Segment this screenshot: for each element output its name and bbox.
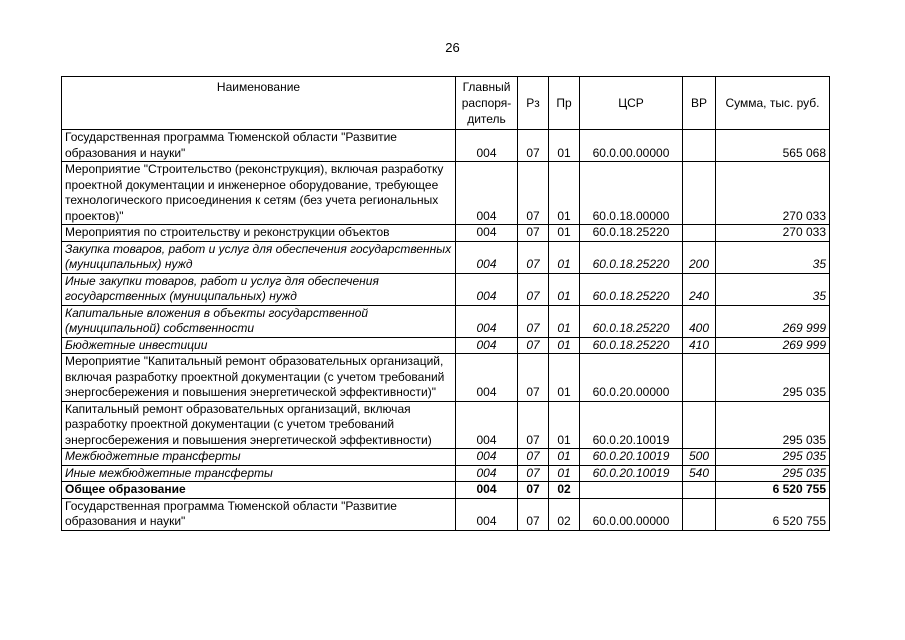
row-vr-cell: 540 <box>683 465 716 482</box>
row-rz-cell: 07 <box>518 498 549 530</box>
row-name-cell: Иные межбюджетные трансферты <box>62 465 456 482</box>
row-csr-cell: 60.0.20.00000 <box>580 354 683 402</box>
row-sum-cell: 295 035 <box>716 354 830 402</box>
table-row <box>62 162 830 225</box>
row-pr-cell: 01 <box>549 225 580 242</box>
row-vr-cell: 240 <box>683 273 716 305</box>
header-admin: Главный распоря-дитель <box>456 77 518 130</box>
row-name-cell: Бюджетные инвестиции <box>62 337 456 354</box>
row-vr-cell: 400 <box>683 305 716 337</box>
row-csr-cell <box>580 482 683 499</box>
row-sum-cell: 295 035 <box>716 401 830 449</box>
table-row <box>62 130 830 162</box>
row-admin-cell: 004 <box>456 337 518 354</box>
row-name-cell: Общее образование <box>62 482 456 499</box>
row-pr-cell: 01 <box>549 305 580 337</box>
row-pr-cell: 01 <box>549 465 580 482</box>
table-row <box>62 273 830 305</box>
table-row <box>62 241 830 273</box>
row-rz-cell: 07 <box>518 241 549 273</box>
row-name-cell: Иные закупки товаров, работ и услуг для обеспечения государственных (муниципальных) нужд <box>62 273 456 305</box>
row-csr-cell: 60.0.20.10019 <box>580 465 683 482</box>
row-name-cell: Мероприятие "Строительство (реконструкция), включая разработку проектной документации и инженерное оборудование, требующее технологического присоединения к сетям (без учета региональных проектов)" <box>62 162 456 225</box>
page-number: 26 <box>445 40 460 55</box>
row-csr-cell: 60.0.18.25220 <box>580 305 683 337</box>
row-csr-cell: 60.0.20.10019 <box>580 401 683 449</box>
row-rz-cell: 07 <box>518 225 549 242</box>
row-admin-cell: 004 <box>456 225 518 242</box>
row-vr-cell <box>683 401 716 449</box>
row-sum-cell: 35 <box>716 273 830 305</box>
row-vr-cell <box>683 162 716 225</box>
row-vr-cell <box>683 354 716 402</box>
row-rz-cell: 07 <box>518 401 549 449</box>
row-rz-cell: 07 <box>518 337 549 354</box>
row-sum-cell: 295 035 <box>716 465 830 482</box>
table-row <box>62 449 830 466</box>
row-admin-cell: 004 <box>456 241 518 273</box>
row-admin-cell: 004 <box>456 354 518 402</box>
row-pr-cell: 01 <box>549 273 580 305</box>
table-row <box>62 354 830 402</box>
row-vr-cell <box>683 482 716 499</box>
row-admin-cell: 004 <box>456 130 518 162</box>
row-vr-cell: 200 <box>683 241 716 273</box>
row-sum-cell: 270 033 <box>716 225 830 242</box>
table-header-row <box>62 77 830 130</box>
row-rz-cell: 07 <box>518 482 549 499</box>
row-admin-cell: 004 <box>456 482 518 499</box>
row-admin-cell: 004 <box>456 498 518 530</box>
row-vr-cell <box>683 130 716 162</box>
row-csr-cell: 60.0.18.00000 <box>580 162 683 225</box>
row-sum-cell: 295 035 <box>716 449 830 466</box>
row-vr-cell: 410 <box>683 337 716 354</box>
table-row <box>62 401 830 449</box>
row-admin-cell: 004 <box>456 162 518 225</box>
header-name: Наименование <box>62 77 456 130</box>
row-csr-cell: 60.0.18.25220 <box>580 273 683 305</box>
row-sum-cell: 6 520 755 <box>716 498 830 530</box>
table-row <box>62 305 830 337</box>
table-row <box>62 225 830 242</box>
row-name-cell: Межбюджетные трансферты <box>62 449 456 466</box>
row-pr-cell: 02 <box>549 482 580 499</box>
row-admin-cell: 004 <box>456 449 518 466</box>
row-csr-cell: 60.0.20.10019 <box>580 449 683 466</box>
row-csr-cell: 60.0.00.00000 <box>580 498 683 530</box>
row-vr-cell <box>683 498 716 530</box>
row-pr-cell: 01 <box>549 337 580 354</box>
row-name-cell: Мероприятия по строительству и реконструкции объектов <box>62 225 456 242</box>
row-name-cell: Государственная программа Тюменской области "Развитие образования и науки" <box>62 130 456 162</box>
table-row <box>62 482 830 499</box>
table-row <box>62 337 830 354</box>
row-name-cell: Капитальный ремонт образовательных организаций, включая разработку проектной документации (с учетом требований энергосбережения и повышения энергетической эффективности) <box>62 401 456 449</box>
row-sum-cell: 269 999 <box>716 337 830 354</box>
row-vr-cell: 500 <box>683 449 716 466</box>
budget-table <box>61 76 830 531</box>
row-rz-cell: 07 <box>518 162 549 225</box>
row-name-cell: Закупка товаров, работ и услуг для обеспечения государственных (муниципальных) нужд <box>62 241 456 273</box>
row-sum-cell: 6 520 755 <box>716 482 830 499</box>
row-admin-cell: 004 <box>456 465 518 482</box>
row-csr-cell: 60.0.18.25220 <box>580 337 683 354</box>
row-name-cell: Государственная программа Тюменской области "Развитие образования и науки" <box>62 498 456 530</box>
row-rz-cell: 07 <box>518 273 549 305</box>
row-name-cell: Капитальные вложения в объекты государственной (муниципальной) собственности <box>62 305 456 337</box>
table-body <box>62 130 830 531</box>
row-sum-cell: 270 033 <box>716 162 830 225</box>
row-pr-cell: 01 <box>549 130 580 162</box>
row-rz-cell: 07 <box>518 449 549 466</box>
row-admin-cell: 004 <box>456 401 518 449</box>
row-pr-cell: 01 <box>549 449 580 466</box>
header-pr: Пр <box>549 77 580 130</box>
row-pr-cell: 01 <box>549 241 580 273</box>
row-pr-cell: 01 <box>549 162 580 225</box>
header-vr: ВР <box>683 77 716 130</box>
row-name-cell: Мероприятие "Капитальный ремонт образовательных организаций, включая разработку проектной документации (с учетом требований энергосбережения и повышения энергетической эффективности)" <box>62 354 456 402</box>
row-pr-cell: 01 <box>549 401 580 449</box>
row-sum-cell: 35 <box>716 241 830 273</box>
row-sum-cell: 565 068 <box>716 130 830 162</box>
table-row <box>62 498 830 530</box>
row-pr-cell: 02 <box>549 498 580 530</box>
row-rz-cell: 07 <box>518 354 549 402</box>
header-sum: Сумма, тыс. руб. <box>716 77 830 130</box>
row-csr-cell: 60.0.00.00000 <box>580 130 683 162</box>
row-sum-cell: 269 999 <box>716 305 830 337</box>
header-rz: Рз <box>518 77 549 130</box>
row-rz-cell: 07 <box>518 305 549 337</box>
row-rz-cell: 07 <box>518 130 549 162</box>
row-pr-cell: 01 <box>549 354 580 402</box>
row-admin-cell: 004 <box>456 305 518 337</box>
row-csr-cell: 60.0.18.25220 <box>580 225 683 242</box>
table-row <box>62 465 830 482</box>
row-csr-cell: 60.0.18.25220 <box>580 241 683 273</box>
row-rz-cell: 07 <box>518 465 549 482</box>
row-admin-cell: 004 <box>456 273 518 305</box>
row-vr-cell <box>683 225 716 242</box>
header-csr: ЦСР <box>580 77 683 130</box>
